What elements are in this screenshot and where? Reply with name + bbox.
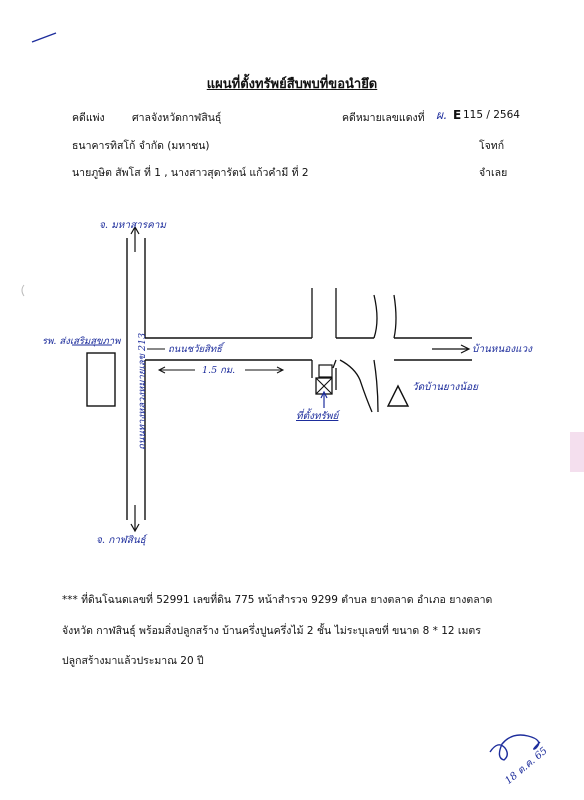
case-type: คดีแพ่ง bbox=[72, 112, 105, 124]
pen-stroke bbox=[32, 33, 56, 42]
signature-date: 18 ต.ค. 65 bbox=[503, 745, 550, 787]
map-label-main-road: ถนนทางหลวงหมายเลข 213 bbox=[137, 332, 148, 450]
description-line-3: ปลูกสร้างมาแล้วประมาณ 20 ปี bbox=[62, 655, 204, 667]
map-label-hospital: รพ. ส่งเสริมสุขภาพ bbox=[42, 336, 121, 347]
case-number-prefix: ผ. bbox=[436, 108, 447, 122]
lane-south-right bbox=[333, 360, 336, 368]
defendant-names: นายภูษิต สัพโส ที่ 1 , นางสาวสุดารัตน์ แก้วคำมี ที่ 2 bbox=[72, 167, 309, 179]
curve-road-north-left bbox=[374, 295, 377, 338]
temple-triangle-icon bbox=[388, 386, 408, 406]
page-edge-mark bbox=[570, 432, 584, 472]
map-label-right-destination: บ้านหนองแวง bbox=[472, 344, 533, 355]
margin-mark bbox=[22, 285, 24, 296]
plaintiff-role: โจทก์ bbox=[479, 140, 505, 152]
description-line-1: *** ที่ดินโฉนดเลขที่ 52991 เลขที่ดิน 775 หน้าสำรวจ 9299 ตำบล ยางตลาด อำเภอ ยางตลาด bbox=[62, 594, 493, 606]
map-label-top-road: จ. มหาสารคาม bbox=[99, 220, 167, 231]
court-name: ศาลจังหวัดกาฬสินธุ์ bbox=[132, 112, 222, 124]
curve-road-south-left bbox=[340, 360, 372, 412]
map-label-bottom-road: จ. กาฬสินธุ์ bbox=[96, 535, 146, 546]
case-number-label: คดีหมายเลขแดงที่ bbox=[342, 112, 425, 124]
case-number-value: 115 / 2564 bbox=[463, 109, 520, 121]
hospital-box-icon bbox=[87, 353, 115, 406]
map-label-temple: วัดบ้านยางน้อย bbox=[412, 382, 478, 393]
map-label-distance: 1.5 กม. bbox=[202, 365, 236, 376]
description-line-2: จังหวัด กาฬสินธุ์ พร้อมสิ่งปลูกสร้าง บ้านครึ่งปูนครึ่งไม้ 2 ชั้น ไม่ระบุเลขที่ ขนาด 8 * 12 เมตร bbox=[62, 625, 481, 637]
case-number-code: E bbox=[453, 108, 462, 122]
map-label-property: ที่ตั้งทรัพย์ bbox=[296, 411, 339, 422]
curve-road-north-right bbox=[394, 295, 396, 338]
page-title: แผนที่ตั้งทรัพย์สืบพบที่ขอนำยึด bbox=[206, 77, 378, 92]
property-building-icon bbox=[319, 365, 332, 377]
curve-road-south-right bbox=[374, 360, 378, 412]
defendant-role: จำเลย bbox=[479, 167, 508, 179]
map-label-side-road: ถนนชวัยสิทธิ์ bbox=[168, 344, 222, 355]
plaintiff-name: ธนาคารทิสโก้ จำกัด (มหาชน) bbox=[72, 140, 210, 152]
